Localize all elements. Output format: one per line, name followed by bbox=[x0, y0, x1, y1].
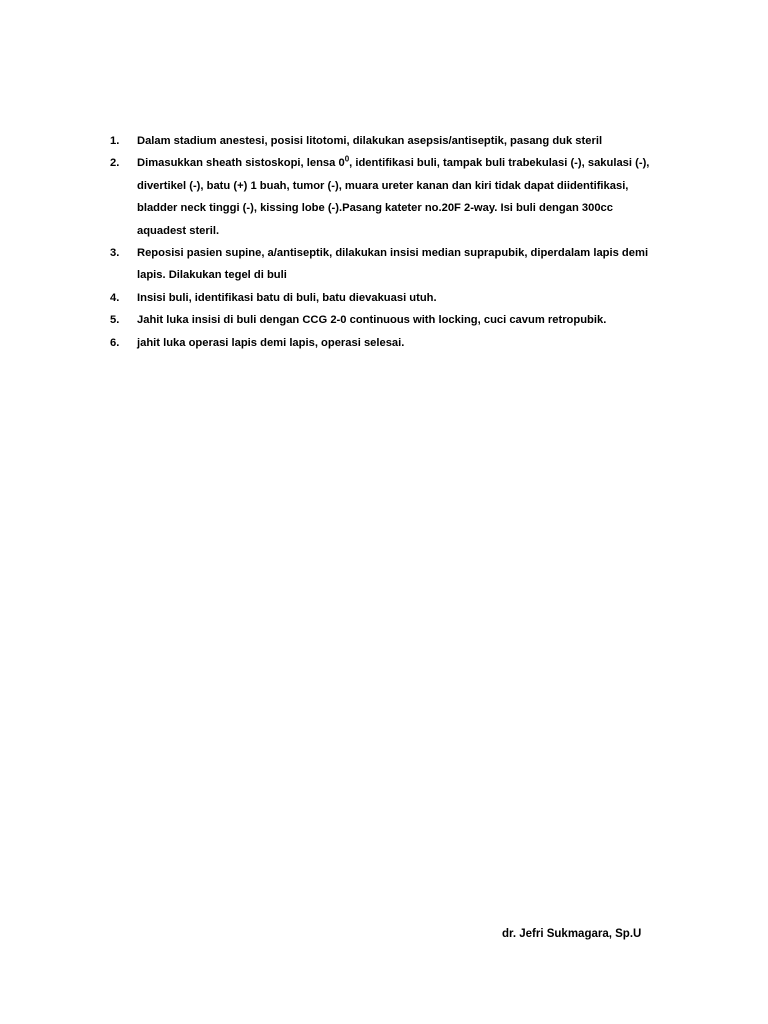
step-text: Reposisi pasien supine, a/antiseptik, dilakukan insisi median suprapubik, diperdalam lapis demi lapis. Dilakukan tegel di buli bbox=[137, 247, 649, 282]
step-text: Jahit luka insisi di buli dengan CCG 2-0 continuous with locking, cuci cavum retropubik. bbox=[137, 314, 607, 327]
step-text: Insisi buli, identifikasi batu di buli, batu dievakuasi utuh. bbox=[137, 291, 437, 304]
step-text-part: Dimasukkan sheath sistoskopi, lensa 0 bbox=[137, 157, 345, 170]
step-text-part: , identifikasi buli, tampak buli trabekulasi (-), sakulasi (-), divertikel (-), batu (+) 1 buah, tumor (-), muara ureter kanan dan kiri tidak dapat diidentifikasi, bladder neck tinggi (-), kissing lobe (-).Pasang kateter no.20F 2-way. Isi buli dengan 300cc aquadest steril. bbox=[137, 157, 650, 237]
list-item bbox=[110, 152, 680, 242]
step-number: 5. bbox=[110, 314, 120, 327]
list-item bbox=[110, 242, 680, 287]
step-number: 3. bbox=[110, 247, 120, 260]
step-number: 1. bbox=[110, 135, 120, 147]
list-item bbox=[110, 332, 680, 354]
step-number: 6. bbox=[110, 336, 120, 349]
list-item bbox=[110, 287, 680, 309]
step-text: jahit luka operasi lapis demi lapis, operasi selesai. bbox=[137, 336, 405, 349]
step-text bbox=[137, 152, 680, 242]
superscript-degree: 0 bbox=[344, 154, 350, 164]
step-text: Dalam stadium anestesi, posisi litotomi, dilakukan asepsis/antiseptik, pasang duk steril bbox=[137, 135, 603, 147]
step-number: 4. bbox=[110, 291, 120, 304]
list-item bbox=[110, 309, 680, 331]
procedure-steps-list bbox=[110, 130, 680, 354]
signature-name: dr. Jefri Sukmagara, Sp.U bbox=[502, 928, 642, 940]
list-item bbox=[110, 130, 680, 152]
step-number: 2. bbox=[110, 157, 120, 170]
